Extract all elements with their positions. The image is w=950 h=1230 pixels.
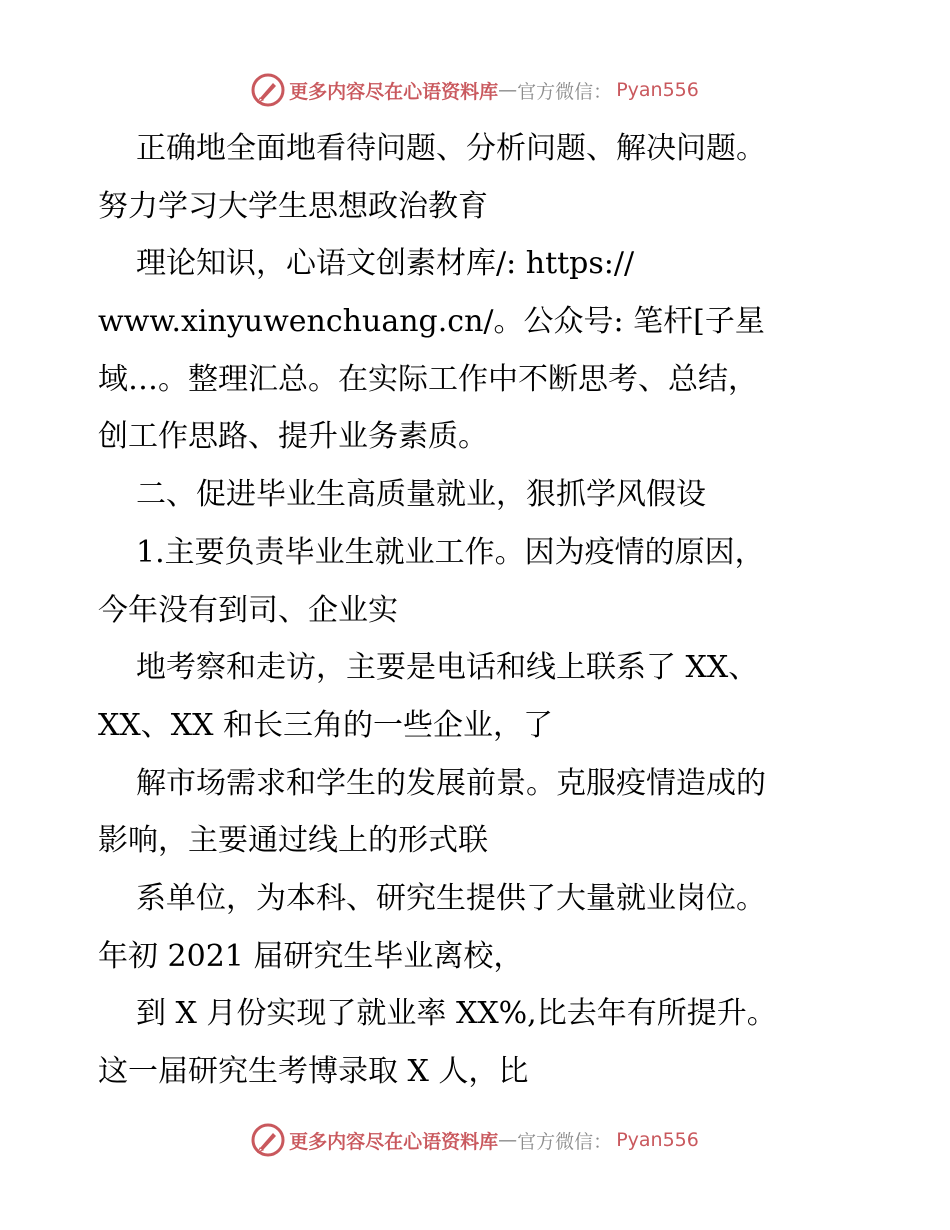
text-line: 今年没有到司、企业实 bbox=[98, 592, 398, 628]
banner-title: 更多内容尽在心语资料库 bbox=[289, 1130, 499, 1153]
text-line: 地考察和走访，主要是电话和线上联系了 XX、 bbox=[136, 650, 759, 686]
banner-wechat-id: Pyan556 bbox=[616, 1129, 699, 1151]
text-line: 这一届研究生考博录取 X 人，比 bbox=[98, 1054, 529, 1089]
text-line: 到 X 月份实现了就业率 XX%,比去年有所提升。 bbox=[136, 996, 777, 1032]
pen-logo-icon bbox=[251, 73, 285, 107]
banner-wechat-id: Pyan556 bbox=[616, 79, 699, 101]
text-line: 域…。整理汇总。在实际工作中不断思考、总结， bbox=[98, 361, 758, 397]
document-body bbox=[98, 120, 868, 1101]
text-line: 理论知识，心语文创素材库/: https:// bbox=[136, 246, 635, 282]
header-banner bbox=[0, 70, 950, 110]
banner-separator: — bbox=[498, 1129, 518, 1151]
banner-wechat-label: 官方微信： bbox=[517, 1130, 613, 1153]
text-line: 创工作思路、提升业务素质。 bbox=[98, 419, 488, 455]
section-heading: 二、促进毕业生高质量就业，狠抓学风假设 bbox=[136, 477, 706, 513]
pen-logo-icon bbox=[251, 1123, 285, 1157]
text-line: 系单位，为本科、研究生提供了大量就业岗位。 bbox=[136, 880, 766, 916]
text-line: www.xinyuwenchuang.cn/。公众号: 笔杆[子星 bbox=[98, 304, 765, 340]
banner-wechat-label: 官方微信： bbox=[517, 80, 613, 103]
text-line: 解市场需求和学生的发展前景。克服疫情造成的 bbox=[136, 765, 766, 801]
text-line: XX、XX 和长三角的一些企业，了 bbox=[98, 707, 553, 743]
text-line: 影响，主要通过线上的形式联 bbox=[98, 823, 488, 859]
text-line: 正确地全面地看待问题、分析问题、解决问题。 bbox=[136, 131, 766, 166]
text-line: 努力学习大学生思想政治教育 bbox=[98, 188, 488, 224]
banner-separator: — bbox=[498, 79, 518, 101]
banner-title: 更多内容尽在心语资料库 bbox=[289, 80, 499, 103]
footer-banner bbox=[0, 1120, 950, 1160]
text-line: 年初 2021 届研究生毕业离校， bbox=[98, 938, 524, 974]
text-line: 1.主要负责毕业生就业工作。因为疫情的原因， bbox=[136, 534, 765, 570]
